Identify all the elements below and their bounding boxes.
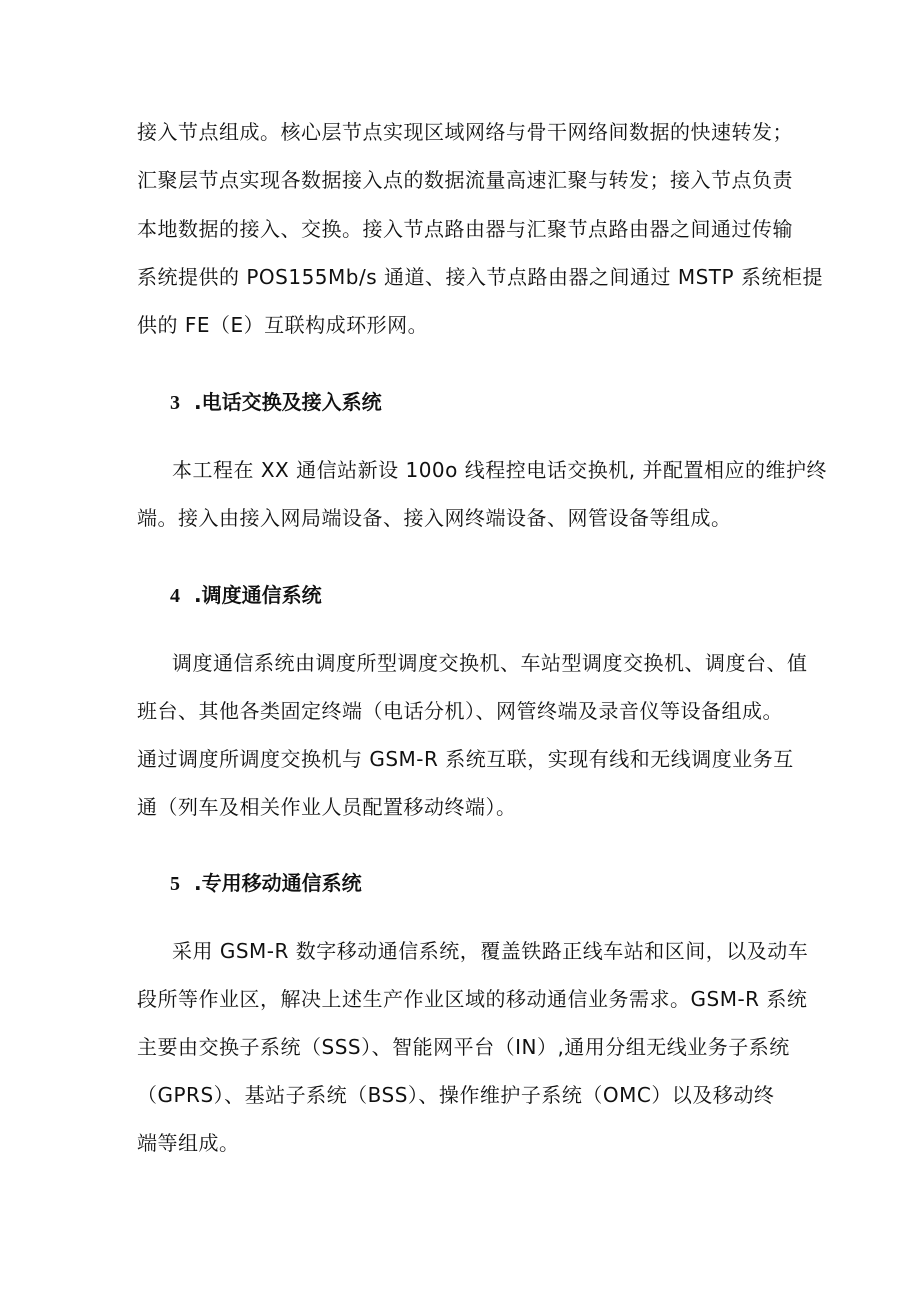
section-heading-4 bbox=[170, 581, 322, 610]
paragraph-line: 通（列车及相关作业人员配置移动终端）。 bbox=[137, 795, 517, 819]
paragraph-line: 端等组成。 bbox=[137, 1131, 240, 1155]
paragraph-line: 供的 FE（E）互联构成环形网。 bbox=[137, 313, 429, 337]
paragraph-line: 端。接入由接入网局端设备、接入网终端设备、网管设备等组成。 bbox=[137, 506, 732, 530]
paragraph-line: 调度通信系统由调度所型调度交换机、车站型调度交换机、调度台、值 bbox=[172, 651, 808, 675]
section-heading-5 bbox=[170, 869, 362, 898]
section-number: 3 bbox=[170, 392, 180, 414]
section-title: .专用移动通信系统 bbox=[194, 871, 362, 895]
paragraph-line: 系统提供的 POS155Mb/s 通道、接入节点路由器之间通过 MSTP 系统柜提 bbox=[137, 265, 823, 289]
paragraph-line: 通过调度所调度交换机与 GSM-R 系统互联，实现有线和无线调度业务互 bbox=[137, 747, 794, 771]
paragraph-line: 段所等作业区，解决上述生产作业区域的移动通信业务需求。GSM-R 系统 bbox=[137, 987, 808, 1011]
paragraph-line: 本地数据的接入、交换。接入节点路由器与汇聚节点路由器之间通过传输 bbox=[137, 217, 793, 241]
section-number: 5 bbox=[170, 873, 180, 895]
section-heading-3 bbox=[170, 388, 382, 417]
section-title: .电话交换及接入系统 bbox=[194, 390, 382, 414]
paragraph-line: 接入节点组成。核心层节点实现区域网络与骨干网络间数据的快速转发； bbox=[137, 120, 793, 144]
paragraph-line: 本工程在 XX 通信站新设 100o 线程控电话交换机, 并配置相应的维护终 bbox=[172, 458, 827, 482]
paragraph-line: （GPRS）、基站子系统（BSS）、操作维护子系统（OMC）以及移动终 bbox=[137, 1083, 775, 1107]
paragraph-line: 班台、其他各类固定终端（电话分机）、网管终端及录音仪等设备组成。 bbox=[137, 699, 783, 723]
paragraph-line: 采用 GSM-R 数字移动通信系统，覆盖铁路正线车站和区间，以及动车 bbox=[172, 939, 809, 963]
section-title: .调度通信系统 bbox=[194, 583, 322, 607]
paragraph-line: 主要由交换子系统（SSS）、智能网平台（IN）,通用分组无线业务子系统 bbox=[137, 1035, 790, 1059]
paragraph-line: 汇聚层节点实现各数据接入点的数据流量高速汇聚与转发；接入节点负责 bbox=[137, 168, 793, 192]
section-number: 4 bbox=[170, 585, 180, 607]
